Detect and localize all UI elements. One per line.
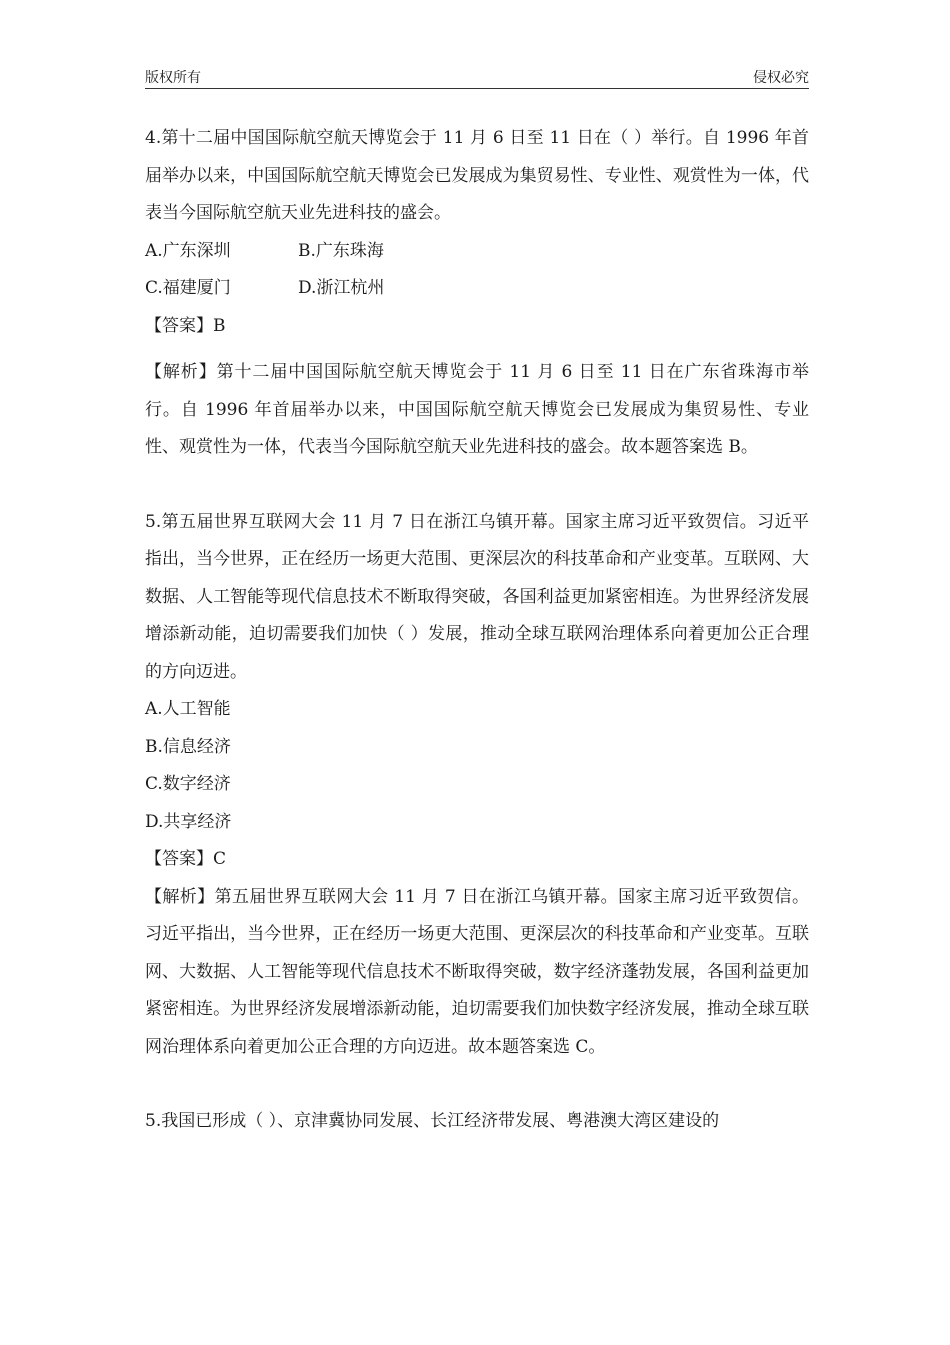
- option-row: [145, 270, 809, 308]
- option-row: [145, 233, 809, 271]
- header-piracy-notice: 侵权必究: [753, 70, 809, 86]
- header-copyright: 版权所有: [145, 70, 201, 86]
- answer-line: 【答案】C: [145, 849, 227, 869]
- question-stem: 5.我国已形成（ ）、京津冀协同发展、长江经济带发展、粤港澳大湾区建设的: [145, 1111, 720, 1131]
- question-block: [145, 120, 809, 467]
- header-divider: [145, 88, 809, 89]
- analysis-text: 【解析】第五届世界互联网大会 11 月 7 日在浙江乌镇开幕。国家主席习近平致贺信。习近平指出，当今世界，正在经历一场更大范围、更深层次的科技革命和产业变革。互联网、大数据、人工智能等现代信息技术不断取得突破，数字经济蓬勃发展，各国利益更加紧密相连。为世界经济发展增添新动能，迫切需要我们加快数字经济发展，推动全球互联网治理体系向着更加公正合理的方向迈进。故本题答案选 C。: [145, 886, 809, 1057]
- option-a: A.广东深圳: [145, 240, 231, 261]
- answer-line: 【答案】B: [145, 315, 226, 336]
- option-c: C.数字经济: [145, 774, 231, 794]
- question-block: [145, 1103, 809, 1141]
- option-a: A.人工智能: [145, 699, 231, 719]
- page-header: [145, 64, 809, 88]
- option-b: B.广东珠海: [298, 240, 384, 261]
- option-b: B.信息经济: [145, 736, 231, 757]
- analysis-text: 【解析】第十二届中国国际航空航天博览会于 11 月 6 日至 11 日在广东省珠海市举行。自 1996 年首届举办以来，中国国际航空航天博览会已发展成为集贸易性、专业性、观赏性为一体，代表当今国际航空航天业先进科技的盛会。故本题答案选 B。: [145, 362, 809, 457]
- question-block: [145, 504, 809, 1067]
- question-stem: 4.第十二届中国国际航空航天博览会于 11 月 6 日至 11 日在（ ）举行。自 1996 年首届举办以来，中国国际航空航天博览会已发展成为集贸易性、专业性、观赏性为一体，代表当今国际航空航天业先进科技的盛会。: [145, 128, 809, 223]
- option-d: D.共享经济: [145, 811, 232, 832]
- option-d: D.浙江杭州: [298, 278, 385, 298]
- document-body: [145, 120, 809, 1141]
- question-stem: 5.第五届世界互联网大会 11 月 7 日在浙江乌镇开幕。国家主席习近平致贺信。习近平指出，当今世界，正在经历一场更大范围、更深层次的科技革命和产业变革。互联网、大数据、人工智能等现代信息技术不断取得突破，各国利益更加紧密相连。为世界经济发展增添新动能，迫切需要我们加快（ ）发展，推动全球互联网治理体系向着更加公正合理的方向迈进。: [145, 511, 809, 682]
- option-c: C.福建厦门: [145, 278, 231, 298]
